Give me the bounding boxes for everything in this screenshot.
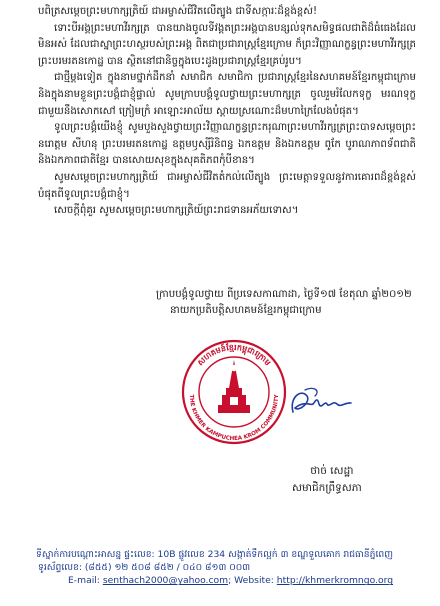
salutation: បពិត្រសម្ដេចព្រះមហាក្សត្រិយ៍ ជាអម្ចាស់ជីវិតលើត្បូង ជាទីសក្ការៈដ៏ខ្ពង់ខ្ពស់! <box>38 6 318 17</box>
footer-address: ទីស្នាក់ការបណ្ដោះអាសន្ន ផ្ទះលេខ: 10B ផ្លូវលេខ 234 សង្កាត់ទឹកល្អក់ ៣ ខណ្ឌទួលគោក រាជធានីភ្នំពេញ <box>36 549 393 560</box>
signer-title: សមាជិកព្រឹទ្ធសភា <box>292 482 362 494</box>
stamp-top-text: សហគមន៍ខ្មែរកម្ពុជាក្រោម <box>195 342 273 368</box>
signer-block <box>292 463 362 497</box>
letter-closing-sentence: សេចក្ដីពុំគួរ សូមសម្ដេចព្រះមហាក្សត្រិយ៍ព្រះរាជទានអភ័យទោស។ <box>54 205 299 217</box>
letter-footer <box>36 548 416 588</box>
email-label: E-mail: <box>68 575 100 587</box>
organization-seal-stamp <box>180 338 288 446</box>
stamp-bottom-text: THE KHMER KAMPUCHEA KROM COMMUNITY <box>187 394 281 443</box>
footer-contact-line: E-mail: senthach2000@yahoo.com; Website: http://khmerkromngo.org <box>68 575 394 587</box>
signer-name: ថាច់ សេដ្ឋា <box>310 465 354 477</box>
letter-body <box>38 4 416 220</box>
closing-block <box>156 287 428 319</box>
letter-paragraph: ជាថ្មីម្ដងទៀត ក្នុងនាមថ្នាក់ដឹកនាំ សមាជិក សមាជិកា ប្រជារាស្ត្រខ្មែរនៃសហគមន៍ខ្មែរកម្ពុជាក្រោម និងក្នុងនាមខ្លួនព្រះបង្គំជាខ្ញុំផ្ទាល់ សូមក្រាបបង្គំទូលថ្វាយព្រះមហាក្សត្រ ចូលរួមរំលែកទុក្ខ មរណទុក្ខជាមួយនឹងសោកសៅ ក្រៀមក្រំ អាឡោះអាល័យ ស្ដាយស្រណោះដ៏មហាក្រៃលែងបំផុត។ <box>38 72 416 117</box>
organization-line: នាយកប្រតិបត្តិសហគមន៍ខ្មែរកម្ពុជាក្រោម <box>170 305 322 316</box>
website-link[interactable]: http://khmerkromngo.org <box>276 575 394 587</box>
footer-phone: ទូរស័ព្ទលេខ: (៨៥៥) ១២ ៥០៨ ៨៥២ / ០៤០ ៨១៣ ០០៣ <box>38 562 251 574</box>
letter-paragraph: ទោះបីអង្គព្រះមហាវីរក្សត្រ បានយាងចូលទីវង្គតព្រះអង្គបានបន្សល់ទុកសមិទ្ធផលជាតិដ៏ធំធេងដែលមិនអស់ ដែលជាស្នាព្រះហស្ថរបស់ព្រះអង្គ ពិតជាប្រជារាស្ត្រខ្មែរក្រោម ក៏ព្រះវិញ្ញាណក្ខន្ធព្រះមហាវីរក្សត្រ ព្រះបរមរតនកោដ្ឋ បាន ស្ថិតនៅជានិច្ចក្នុងបេះដូងប្រជារាស្ត្រខ្មែរគ្រប់រូប។ <box>38 22 416 67</box>
letter-paragraph: ទូលព្រះបង្គំយើងខ្ញុំ សូមបួងសួងថ្វាយព្រះវិញ្ញាណក្ខន្ធព្រះករុណាព្រះមហាវីរក្សត្រព្រះបាទសម្ដេចព្រះនរោត្តម សីហនុ ព្រះបរមរតនកោដ្ឋ ឧត្តមឫស្សីរិនិពន្ធ ឯកឧត្តម និងឯកឧត្តម ពូកែ បូរាណភាពទ័ពជាតិ និងឯកភាពជាតិខ្មែរ បានសោយសុខក្នុងសុគតិភពកុំបីខាន។ <box>38 122 416 167</box>
place-date-line: ក្រាបបង្គំទូលថ្វាយ ពីប្រទេសកាណាដា, ថ្ងៃទី១៧ ខែតុលា ឆ្នាំ២០១២ <box>156 289 412 300</box>
email-link[interactable]: senthach2000@yahoo.com <box>102 575 229 587</box>
website-label: Website: <box>234 575 274 587</box>
letter-paragraph: សូមសម្ដេចព្រះមហាក្សត្រិយ៍ ជាអម្ចាស់ជីវិតតំកល់លើត្បូង ព្រះមេត្តាទទួលនូវការគោរពដ៏ខ្ពង់ខ្ពស់បំផុតពីទូលព្រះបង្គំជាខ្ញុំ។ <box>38 171 416 200</box>
handwritten-signature <box>285 382 355 426</box>
temple-icon <box>218 360 250 413</box>
